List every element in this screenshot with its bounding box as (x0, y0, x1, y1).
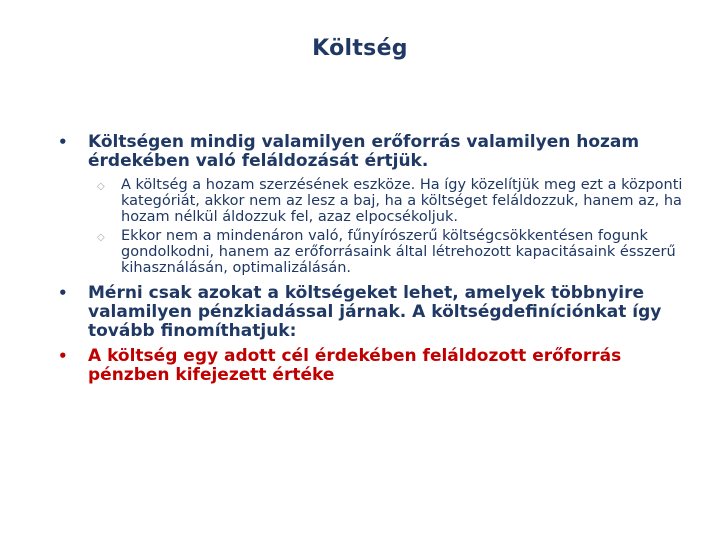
bullet-text: Költségen mindig valamilyen erőforrás valamilyen hozam érdekében való feláldozását értjük. (88, 132, 640, 171)
slide-title: Költség (312, 36, 408, 61)
bullet-item-3-highlighted (56, 347, 696, 385)
sub-bullet-text: Ekkor nem a mindenáron való, fűnyírószerű költségcsökkentésen fogunk gondolkodni, hanem az erőforrásaink által létrehozott kapacitásaink ésszerű kihasználásán, optimalizálásán. (121, 228, 676, 276)
diamond-bullet-icon: ◇ (97, 232, 105, 243)
bullet-icon: • (58, 133, 68, 151)
bullet-text: A költség egy adott cél érdekében feláldozott erőforrás pénzben kifejezett értéke (88, 346, 622, 385)
bullet-text: Mérni csak azokat a költségeket lehet, amelyek többnyire valamilyen pénzkiadással járnak. A költségdefiníciónkat így tovább finomíthatjuk: (88, 283, 662, 341)
bullet-icon: • (58, 347, 68, 365)
diamond-bullet-icon: ◇ (97, 181, 105, 192)
bullet-item-2 (56, 284, 696, 341)
sub-bullet-text: A költség a hozam szerzésének eszköze. Ha így közelítjük meg ezt a központi kategóriát, akkor nem az lesz a baj, ha a költséget feláldozzuk, hanem az, ha hozam nélkül áldozzuk fel, azaz elpocsékoljuk. (121, 177, 683, 225)
sub-bullet-item-2 (56, 228, 696, 276)
bullet-list (56, 133, 696, 391)
sub-bullet-item-1 (56, 177, 696, 225)
bullet-icon: • (58, 284, 68, 302)
bullet-item-1 (56, 133, 696, 171)
sub-bullet-list (56, 177, 696, 276)
